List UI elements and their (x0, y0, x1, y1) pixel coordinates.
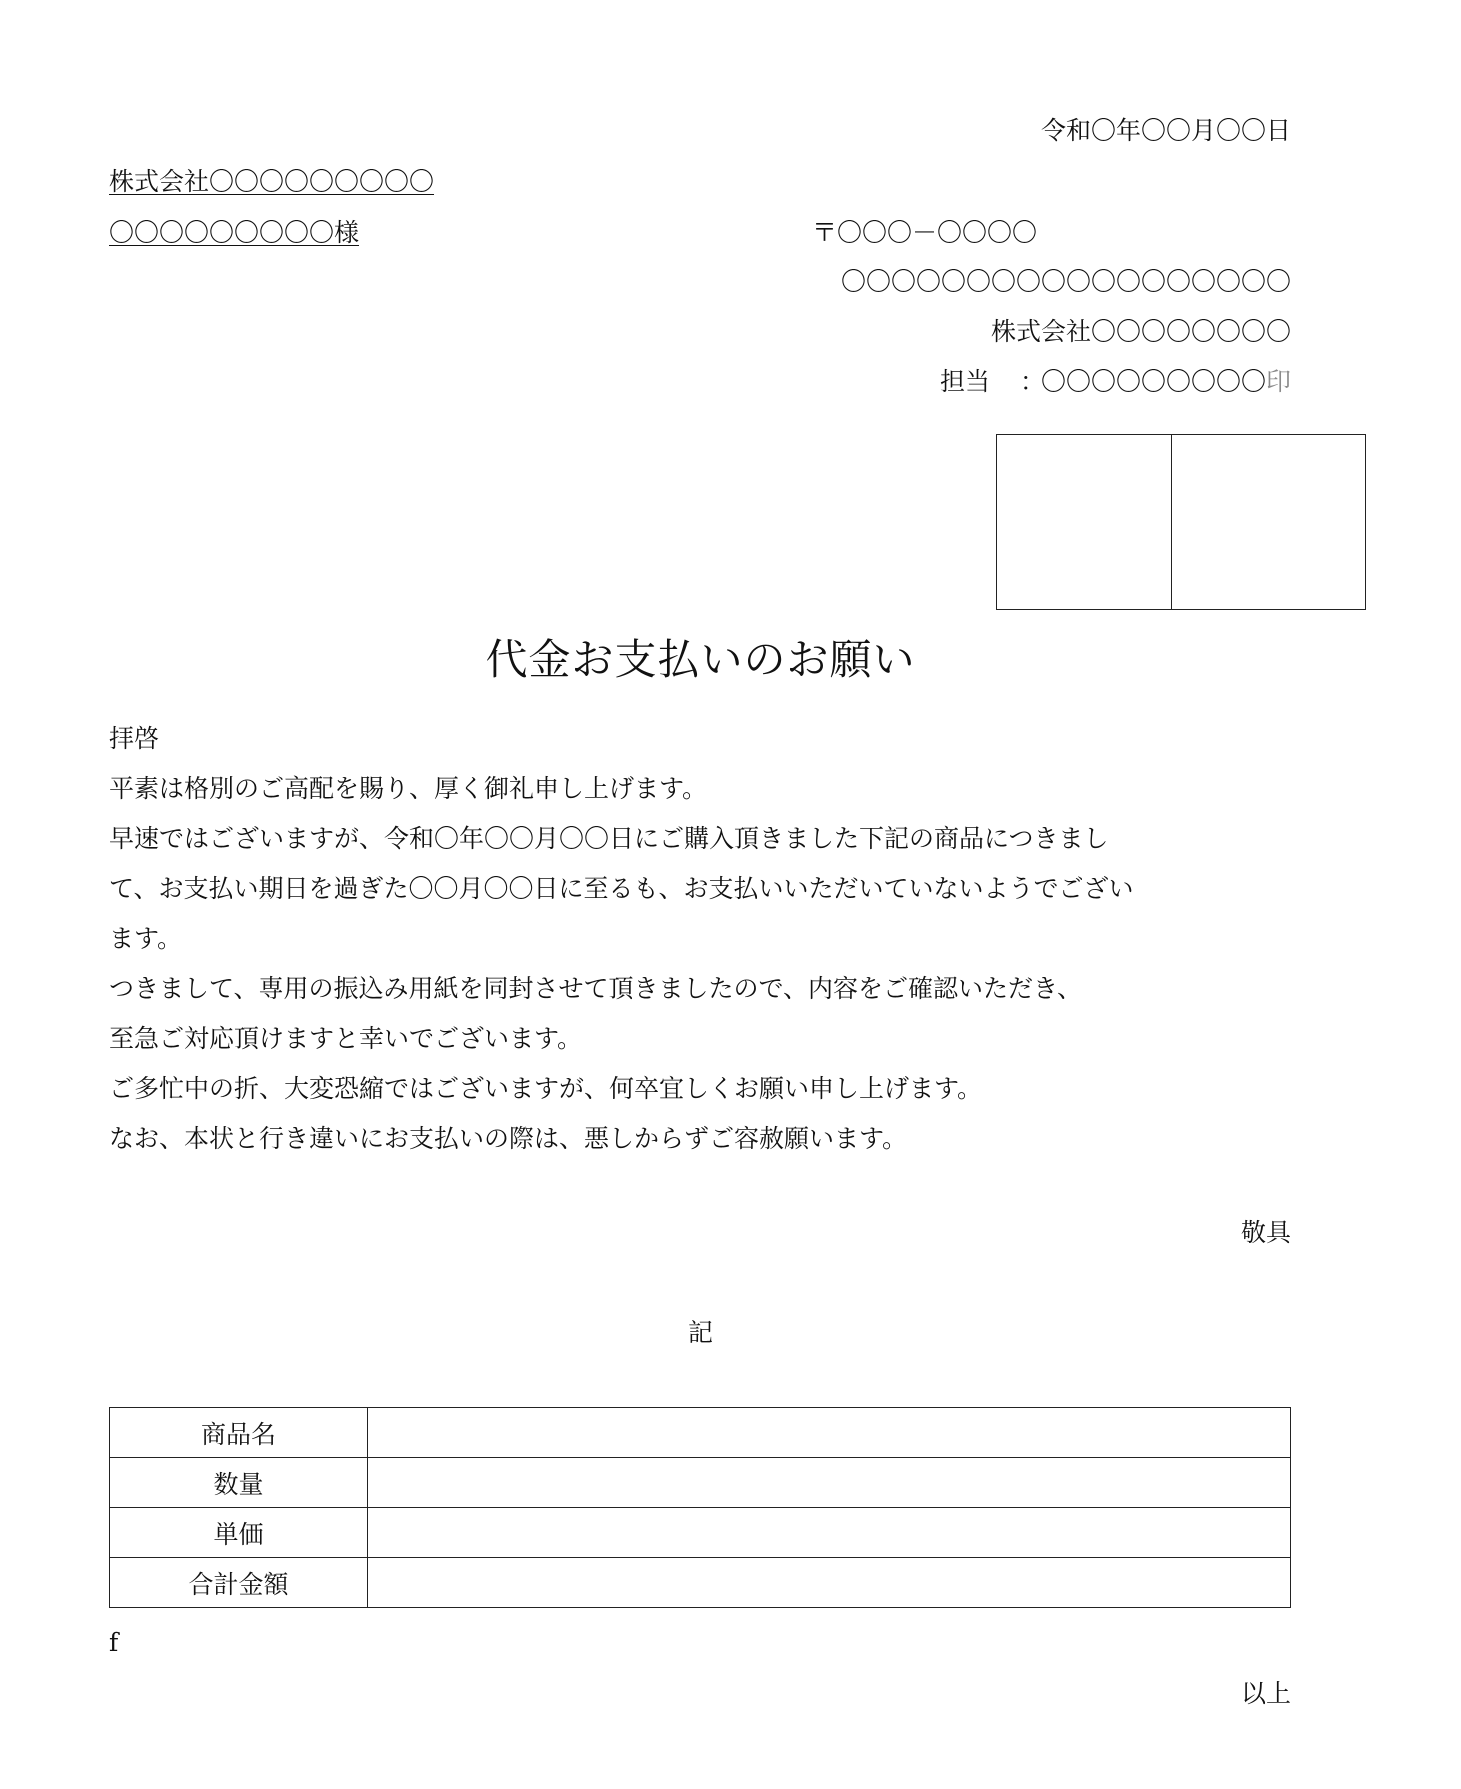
table-row (110, 1558, 1291, 1608)
letter-date: 令和〇年〇〇月〇〇日 (1040, 116, 1291, 145)
body-line: ます。 (109, 924, 183, 953)
sender-address: 〇〇〇〇〇〇〇〇〇〇〇〇〇〇〇〇〇〇 (840, 267, 1291, 296)
table-row (110, 1508, 1291, 1558)
table-label-product-name: 商品名 (110, 1408, 368, 1458)
opening-greeting: 拝啓 (109, 724, 160, 753)
table-label-unit-price: 単価 (110, 1508, 368, 1558)
body-line: 平素は格別のご高配を賜り、厚く御礼申し上げます。 (109, 774, 708, 803)
table-value-total-amount (368, 1558, 1291, 1608)
body-line: つきまして、専用の振込み用紙を同封させて頂きましたので、内容をご確認いただき、 (109, 974, 1083, 1003)
body-line: 至急ご対応頂けますと幸いでございます。 (109, 1024, 583, 1053)
closing-phrase: 敬具 (1240, 1218, 1291, 1247)
sender-person-name: 〇〇〇〇〇〇〇〇〇 (1040, 367, 1266, 396)
sender-person-label: 担当 (940, 367, 991, 396)
approval-stamp-box (996, 434, 1366, 610)
order-details-table (109, 1407, 1291, 1608)
body-line: て、お支払い期日を過ぎた〇〇月〇〇日に至るも、お支払いいただいていないようでござい (109, 874, 1134, 903)
end-mark: 以上 (1240, 1679, 1291, 1708)
table-label-total-amount: 合計金額 (110, 1558, 368, 1608)
sender-person (1041, 367, 1291, 397)
table-row (110, 1408, 1291, 1458)
body-line: ご多忙中の折、大変恐縮ではございますが、何卒宜しくお願い申し上げます。 (109, 1074, 983, 1103)
letter-body (109, 714, 1294, 1164)
table-row (110, 1458, 1291, 1508)
sender-company: 株式会社〇〇〇〇〇〇〇〇 (990, 317, 1291, 346)
table-label-quantity: 数量 (110, 1458, 368, 1508)
recipient-name: 〇〇〇〇〇〇〇〇〇様 (109, 218, 360, 247)
sender-postal-code: 〒〇〇〇－〇〇〇〇 (812, 218, 1038, 247)
body-line: なお、本状と行き違いにお支払いの際は、悪しからずご容赦願います。 (109, 1124, 908, 1153)
table-value-quantity (368, 1458, 1291, 1508)
stamp-box-divider (1171, 435, 1172, 609)
ki-heading: 記 (687, 1318, 713, 1347)
seal-mark: 印 (1265, 367, 1291, 396)
body-line: 早速ではございますが、令和〇年〇〇月〇〇日にご購入頂きました下記の商品につきまし (109, 824, 1109, 853)
table-value-unit-price (368, 1508, 1291, 1558)
stray-character: f (109, 1628, 119, 1657)
recipient-company: 株式会社〇〇〇〇〇〇〇〇〇 (109, 167, 435, 196)
table-value-product-name (368, 1408, 1291, 1458)
document-title: 代金お支払いのお願い (485, 635, 916, 684)
sender-person-separator: ： (1020, 367, 1046, 396)
